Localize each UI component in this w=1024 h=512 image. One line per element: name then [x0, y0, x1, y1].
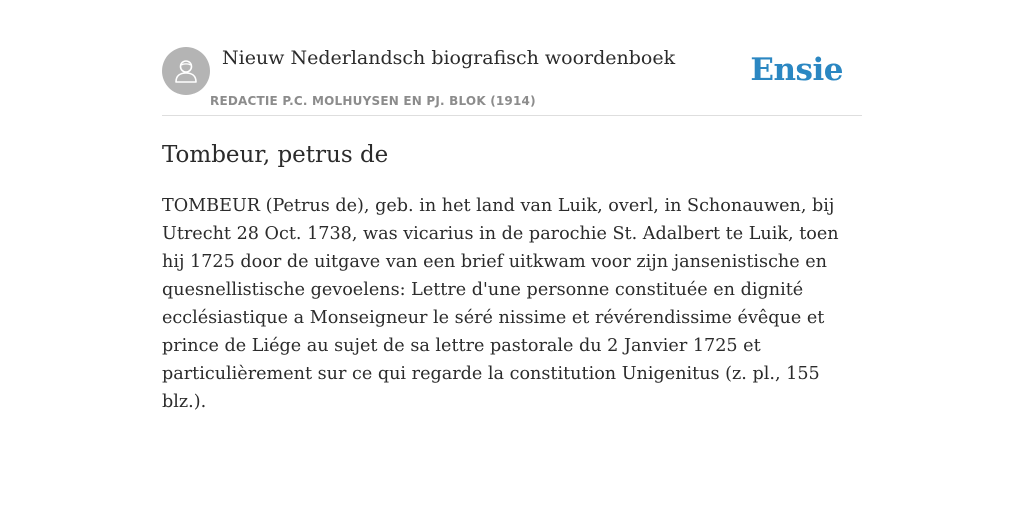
header [162, 0, 862, 116]
article-body: TOMBEUR (Petrus de), geb. in het land van Luik, overl, in Schonauwen, bij Utrecht 28 Oct. 1738, was vicarius in de parochie St. Adalbert te Luik, toen hij 1725 door de uitgave van een brief uitkwam voor zijn jansenistische en quesnellistische gevoelens: Lettre d'une personne constituée en dignité ecclésiastique a Monseigneur le séré nissime et révérendissime évêque et prince de Liége au sujet de sa lettre pastorale du 2 Janvier 1725 et particulièrement sur ce qui regarde la constitution Unigenitus (z. pl., 155 blz.). [162, 196, 839, 412]
source-editors: REDACTIE P.C. MOLHUYSEN EN PJ. BLOK (1914) [210, 94, 536, 108]
brand-logo[interactable]: Ensie [750, 52, 843, 88]
person-icon [171, 56, 201, 86]
page [162, 0, 862, 512]
article-title: Tombeur, petrus de [162, 142, 389, 168]
avatar[interactable] [162, 47, 210, 95]
source-title[interactable]: Nieuw Nederlandsch biografisch woordenboek [222, 47, 676, 69]
